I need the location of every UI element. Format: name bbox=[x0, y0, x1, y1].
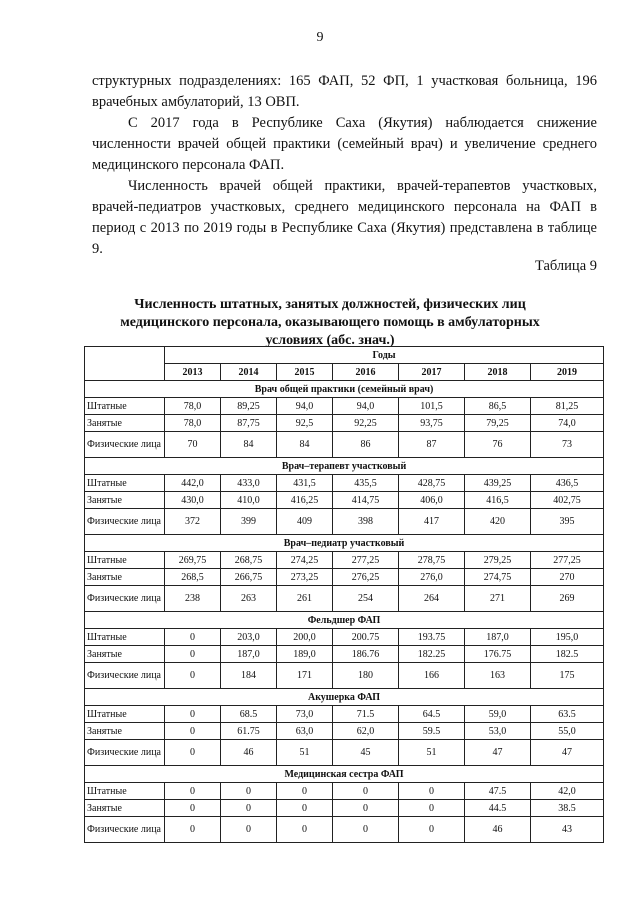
value-cell: 87,75 bbox=[221, 415, 277, 432]
value-cell: 263 bbox=[221, 586, 277, 612]
value-cell: 53,0 bbox=[465, 723, 531, 740]
value-cell: 63.5 bbox=[531, 706, 604, 723]
value-cell: 439,25 bbox=[465, 475, 531, 492]
value-cell: 238 bbox=[165, 586, 221, 612]
paragraph-2 bbox=[92, 113, 597, 176]
row-label: Занятые bbox=[85, 723, 165, 740]
table-row bbox=[85, 783, 604, 800]
value-cell: 55,0 bbox=[531, 723, 604, 740]
row-label: Занятые bbox=[85, 415, 165, 432]
year-header-cell: 2017 bbox=[399, 364, 465, 381]
row-label: Физические лица bbox=[85, 586, 165, 612]
row-label: Штатные bbox=[85, 398, 165, 415]
header-row-years bbox=[85, 347, 604, 364]
value-cell: 84 bbox=[277, 432, 333, 458]
year-header-cell: 2015 bbox=[277, 364, 333, 381]
value-cell: 0 bbox=[165, 706, 221, 723]
value-cell: 0 bbox=[165, 723, 221, 740]
value-cell: 0 bbox=[399, 783, 465, 800]
value-cell: 92,5 bbox=[277, 415, 333, 432]
section-row bbox=[85, 458, 604, 475]
table-row bbox=[85, 629, 604, 646]
value-cell: 171 bbox=[277, 663, 333, 689]
value-cell: 46 bbox=[465, 817, 531, 843]
table-row bbox=[85, 663, 604, 689]
row-label: Физические лица bbox=[85, 509, 165, 535]
value-cell: 0 bbox=[333, 817, 399, 843]
value-cell: 0 bbox=[165, 663, 221, 689]
paragraph-2-text: С 2017 года в Республике Саха (Якутия) наблюдается снижение численности врачей общей практики (семейный врач) и увеличение среднего медицинского персонала ФАП. bbox=[92, 115, 597, 173]
value-cell: 74,0 bbox=[531, 415, 604, 432]
value-cell: 47 bbox=[465, 740, 531, 766]
row-label: Физические лица bbox=[85, 432, 165, 458]
value-cell: 0 bbox=[221, 800, 277, 817]
paragraph-1 bbox=[92, 71, 597, 113]
table-row bbox=[85, 817, 604, 843]
table-row bbox=[85, 706, 604, 723]
value-cell: 0 bbox=[399, 800, 465, 817]
row-label: Штатные bbox=[85, 629, 165, 646]
value-cell: 79,25 bbox=[465, 415, 531, 432]
value-cell: 417 bbox=[399, 509, 465, 535]
value-cell: 78,0 bbox=[165, 398, 221, 415]
value-cell: 51 bbox=[399, 740, 465, 766]
value-cell: 269,75 bbox=[165, 552, 221, 569]
value-cell: 420 bbox=[465, 509, 531, 535]
value-cell: 59,0 bbox=[465, 706, 531, 723]
value-cell: 71.5 bbox=[333, 706, 399, 723]
page-number: 9 bbox=[316, 30, 324, 45]
value-cell: 279,25 bbox=[465, 552, 531, 569]
row-label: Физические лица bbox=[85, 663, 165, 689]
paragraph-3 bbox=[92, 176, 597, 260]
value-cell: 46 bbox=[221, 740, 277, 766]
value-cell: 264 bbox=[399, 586, 465, 612]
value-cell: 84 bbox=[221, 432, 277, 458]
section-title: Медицинская сестра ФАП bbox=[85, 766, 604, 783]
row-label: Занятые bbox=[85, 569, 165, 586]
value-cell: 268,75 bbox=[221, 552, 277, 569]
value-cell: 193.75 bbox=[399, 629, 465, 646]
table-row bbox=[85, 586, 604, 612]
value-cell: 0 bbox=[165, 740, 221, 766]
value-cell: 68.5 bbox=[221, 706, 277, 723]
row-label: Штатные bbox=[85, 475, 165, 492]
header-corner-cell bbox=[85, 347, 165, 381]
value-cell: 86 bbox=[333, 432, 399, 458]
section-row bbox=[85, 612, 604, 629]
value-cell: 402,75 bbox=[531, 492, 604, 509]
value-cell: 266,75 bbox=[221, 569, 277, 586]
value-cell: 195,0 bbox=[531, 629, 604, 646]
value-cell: 0 bbox=[221, 817, 277, 843]
row-label: Занятые bbox=[85, 800, 165, 817]
value-cell: 276,25 bbox=[333, 569, 399, 586]
table-row bbox=[85, 475, 604, 492]
value-cell: 416,25 bbox=[277, 492, 333, 509]
section-title: Врач–терапевт участковый bbox=[85, 458, 604, 475]
value-cell: 47.5 bbox=[465, 783, 531, 800]
section-row bbox=[85, 689, 604, 706]
section-row bbox=[85, 381, 604, 398]
value-cell: 0 bbox=[277, 800, 333, 817]
table-row bbox=[85, 569, 604, 586]
table-row bbox=[85, 646, 604, 663]
table-title: Численность штатных, занятых должностей, физических лиц медицинского персонала, оказывающего помощь в амбулаторных условиях (абс. знач.) bbox=[120, 297, 540, 348]
year-header-cell: 2016 bbox=[333, 364, 399, 381]
value-cell: 78,0 bbox=[165, 415, 221, 432]
value-cell: 200.75 bbox=[333, 629, 399, 646]
value-cell: 182.25 bbox=[399, 646, 465, 663]
year-header-cell: 2014 bbox=[221, 364, 277, 381]
paragraph-1-text: структурных подразделениях: 165 ФАП, 52 ФП, 1 участковая больница, 196 врачебных амбулаторий, 13 ОВП. bbox=[92, 73, 597, 110]
value-cell: 416,5 bbox=[465, 492, 531, 509]
section-row bbox=[85, 535, 604, 552]
row-label: Занятые bbox=[85, 646, 165, 663]
value-cell: 398 bbox=[333, 509, 399, 535]
row-label: Штатные bbox=[85, 706, 165, 723]
value-cell: 430,0 bbox=[165, 492, 221, 509]
value-cell: 186.76 bbox=[333, 646, 399, 663]
value-cell: 277,25 bbox=[333, 552, 399, 569]
row-label: Физические лица bbox=[85, 740, 165, 766]
value-cell: 268,5 bbox=[165, 569, 221, 586]
value-cell: 89,25 bbox=[221, 398, 277, 415]
value-cell: 51 bbox=[277, 740, 333, 766]
value-cell: 274,25 bbox=[277, 552, 333, 569]
value-cell: 276,0 bbox=[399, 569, 465, 586]
table-row bbox=[85, 415, 604, 432]
value-cell: 0 bbox=[165, 629, 221, 646]
value-cell: 431,5 bbox=[277, 475, 333, 492]
value-cell: 62,0 bbox=[333, 723, 399, 740]
paragraph-3-text: Численность врачей общей практики, врачей-терапевтов участковых, врачей-педиатров участковых, среднего медицинского персонала на ФАП в период с 2013 по 2019 годы в Республике Саха (Якутия) представлена в таблице 9. bbox=[92, 178, 597, 257]
value-cell: 184 bbox=[221, 663, 277, 689]
value-cell: 442,0 bbox=[165, 475, 221, 492]
value-cell: 93,75 bbox=[399, 415, 465, 432]
table-row bbox=[85, 740, 604, 766]
value-cell: 0 bbox=[165, 800, 221, 817]
row-label: Штатные bbox=[85, 552, 165, 569]
value-cell: 200,0 bbox=[277, 629, 333, 646]
value-cell: 278,75 bbox=[399, 552, 465, 569]
value-cell: 86,5 bbox=[465, 398, 531, 415]
value-cell: 176.75 bbox=[465, 646, 531, 663]
table-body bbox=[85, 347, 604, 843]
value-cell: 101,5 bbox=[399, 398, 465, 415]
value-cell: 435,5 bbox=[333, 475, 399, 492]
value-cell: 409 bbox=[277, 509, 333, 535]
value-cell: 189,0 bbox=[277, 646, 333, 663]
value-cell: 73,0 bbox=[277, 706, 333, 723]
value-cell: 45 bbox=[333, 740, 399, 766]
value-cell: 43 bbox=[531, 817, 604, 843]
value-cell: 395 bbox=[531, 509, 604, 535]
value-cell: 64.5 bbox=[399, 706, 465, 723]
value-cell: 175 bbox=[531, 663, 604, 689]
value-cell: 94,0 bbox=[277, 398, 333, 415]
value-cell: 269 bbox=[531, 586, 604, 612]
value-cell: 274,75 bbox=[465, 569, 531, 586]
value-cell: 399 bbox=[221, 509, 277, 535]
value-cell: 261 bbox=[277, 586, 333, 612]
value-cell: 428,75 bbox=[399, 475, 465, 492]
value-cell: 63,0 bbox=[277, 723, 333, 740]
value-cell: 271 bbox=[465, 586, 531, 612]
value-cell: 414,75 bbox=[333, 492, 399, 509]
value-cell: 0 bbox=[333, 800, 399, 817]
year-header-cell: 2018 bbox=[465, 364, 531, 381]
value-cell: 0 bbox=[277, 783, 333, 800]
table-row bbox=[85, 432, 604, 458]
value-cell: 0 bbox=[165, 783, 221, 800]
value-cell: 410,0 bbox=[221, 492, 277, 509]
value-cell: 270 bbox=[531, 569, 604, 586]
value-cell: 433,0 bbox=[221, 475, 277, 492]
value-cell: 277,25 bbox=[531, 552, 604, 569]
value-cell: 163 bbox=[465, 663, 531, 689]
value-cell: 203,0 bbox=[221, 629, 277, 646]
value-cell: 42,0 bbox=[531, 783, 604, 800]
years-header: Годы bbox=[165, 347, 604, 364]
value-cell: 61.75 bbox=[221, 723, 277, 740]
value-cell: 94,0 bbox=[333, 398, 399, 415]
table-row bbox=[85, 509, 604, 535]
table-label: Таблица 9 bbox=[534, 258, 597, 274]
value-cell: 76 bbox=[465, 432, 531, 458]
value-cell: 0 bbox=[221, 783, 277, 800]
value-cell: 372 bbox=[165, 509, 221, 535]
value-cell: 180 bbox=[333, 663, 399, 689]
value-cell: 59.5 bbox=[399, 723, 465, 740]
table-row bbox=[85, 398, 604, 415]
value-cell: 81,25 bbox=[531, 398, 604, 415]
staffing-table bbox=[84, 346, 604, 843]
value-cell: 187,0 bbox=[221, 646, 277, 663]
value-cell: 254 bbox=[333, 586, 399, 612]
row-label: Физические лица bbox=[85, 817, 165, 843]
value-cell: 0 bbox=[399, 817, 465, 843]
section-title: Врач–педиатр участковый bbox=[85, 535, 604, 552]
section-title: Акушерка ФАП bbox=[85, 689, 604, 706]
value-cell: 406,0 bbox=[399, 492, 465, 509]
value-cell: 436,5 bbox=[531, 475, 604, 492]
value-cell: 182.5 bbox=[531, 646, 604, 663]
value-cell: 38.5 bbox=[531, 800, 604, 817]
value-cell: 0 bbox=[333, 783, 399, 800]
table-row bbox=[85, 800, 604, 817]
row-label: Занятые bbox=[85, 492, 165, 509]
table-row bbox=[85, 552, 604, 569]
value-cell: 273,25 bbox=[277, 569, 333, 586]
section-title: Фельдшер ФАП bbox=[85, 612, 604, 629]
section-title: Врач общей практики (семейный врач) bbox=[85, 381, 604, 398]
value-cell: 44.5 bbox=[465, 800, 531, 817]
value-cell: 0 bbox=[277, 817, 333, 843]
value-cell: 70 bbox=[165, 432, 221, 458]
value-cell: 0 bbox=[165, 646, 221, 663]
value-cell: 73 bbox=[531, 432, 604, 458]
value-cell: 87 bbox=[399, 432, 465, 458]
year-header-cell: 2013 bbox=[165, 364, 221, 381]
value-cell: 47 bbox=[531, 740, 604, 766]
year-header-cell: 2019 bbox=[531, 364, 604, 381]
row-label: Штатные bbox=[85, 783, 165, 800]
value-cell: 166 bbox=[399, 663, 465, 689]
table-row bbox=[85, 723, 604, 740]
value-cell: 187,0 bbox=[465, 629, 531, 646]
value-cell: 0 bbox=[165, 817, 221, 843]
section-row bbox=[85, 766, 604, 783]
table-row bbox=[85, 492, 604, 509]
value-cell: 92,25 bbox=[333, 415, 399, 432]
